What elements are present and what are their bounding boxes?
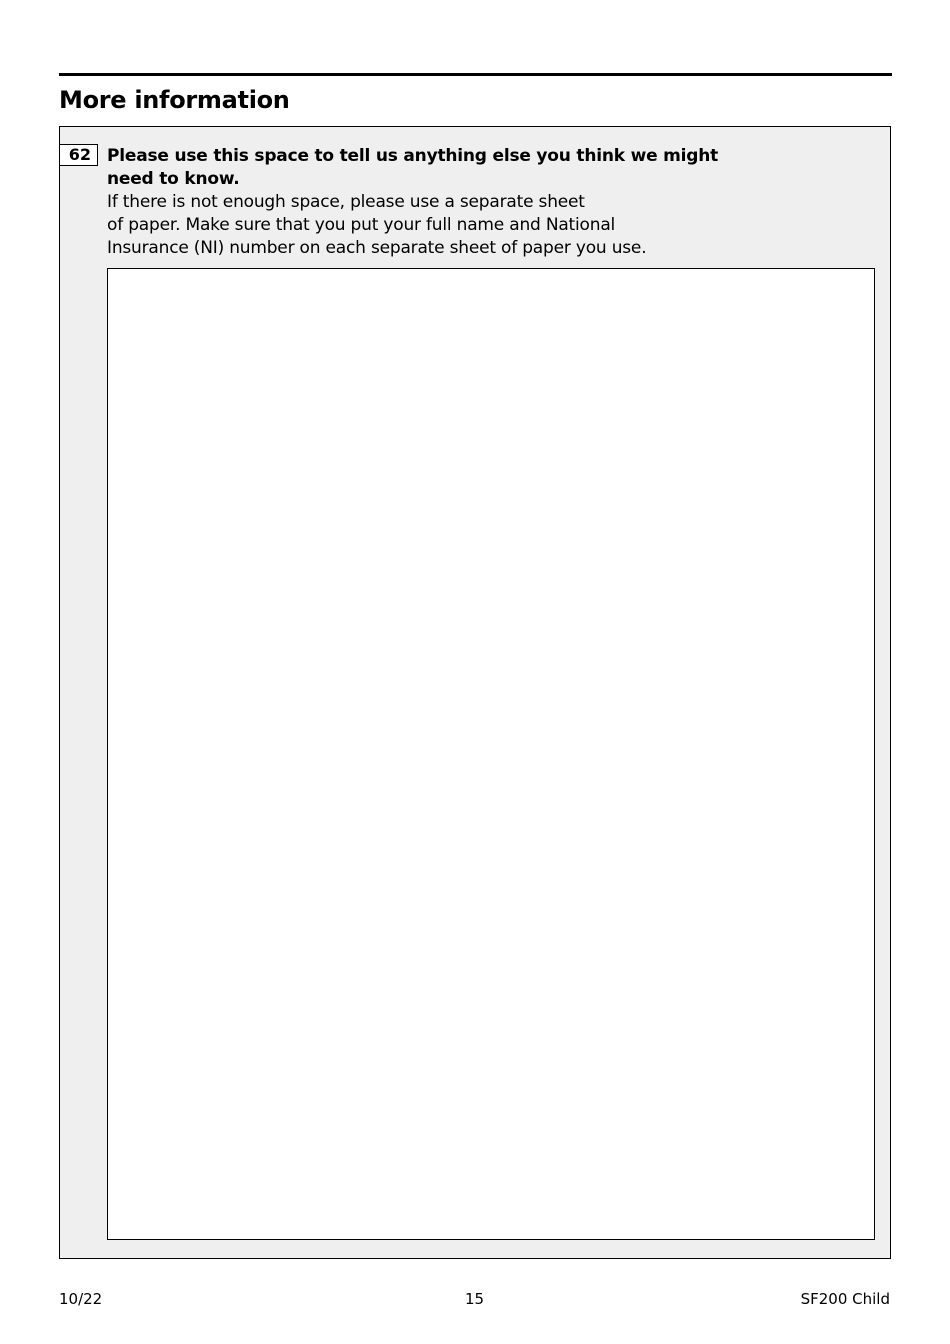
question-number: 62: [60, 144, 98, 166]
more-information-answer-field[interactable]: [107, 268, 875, 1240]
question-panel: [59, 126, 891, 1259]
question-instructions-line-2: of paper. Make sure that you put your full name and National: [107, 215, 616, 235]
question-text: [107, 145, 727, 260]
section-title: More information: [59, 86, 290, 114]
footer-date-code: 10/22: [59, 1290, 103, 1308]
question-instructions-line-3: Insurance (NI) number on each separate sheet of paper you use.: [107, 238, 647, 258]
section-divider: [59, 73, 892, 76]
question-heading-line-2: need to know.: [107, 169, 240, 189]
question-instructions-line-1: If there is not enough space, please use a separate sheet: [107, 192, 585, 212]
footer-page-number: 15: [465, 1290, 485, 1308]
question-heading-line-1: Please use this space to tell us anything else you think we might: [107, 146, 719, 166]
footer-form-name: SF200 Child: [800, 1290, 890, 1308]
